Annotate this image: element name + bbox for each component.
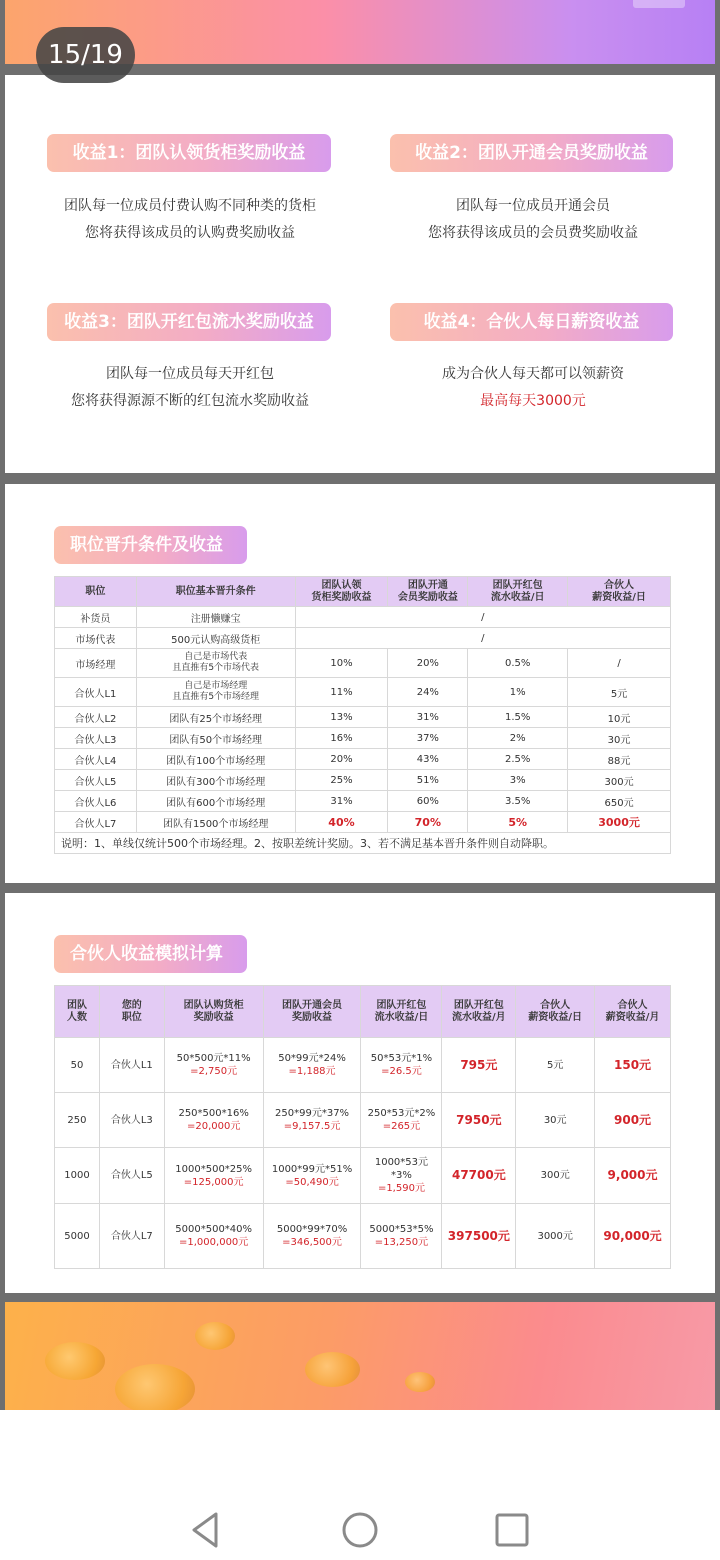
- benefit-2-title: 收益2：团队开通会员奖励收益: [390, 134, 673, 172]
- header-cell: 团队开红包 流水收益/月: [442, 986, 516, 1038]
- header-cell: 团队开红包 流水收益/日: [361, 986, 442, 1038]
- coin-decoration: [195, 1322, 235, 1350]
- benefit-4-description: 成为合伙人每天都可以领薪资 最高每天3000元: [368, 361, 698, 415]
- table-row: 合伙人L4 团队有100个市场经理 20% 43% 2.5% 88元: [55, 749, 671, 770]
- table-row: 合伙人L3 团队有50个市场经理 16% 37% 2% 30元: [55, 728, 671, 749]
- table-note-row: [55, 833, 671, 854]
- table-header-row: [55, 986, 671, 1038]
- coin-decoration: [405, 1372, 435, 1392]
- simulation-card: [5, 893, 715, 1293]
- table-row: 250 合伙人L3 250*500*16% =20,000元 250*99元*37% =9,157.5元 250*53元*2% =265元 7950元 30元 900元: [55, 1093, 671, 1148]
- benefit-2-description: 团队每一位成员开通会员 您将获得该成员的会员费奖励收益: [428, 198, 638, 241]
- table-row: 50 合伙人L1 50*500元*11% =2,750元 50*99元*24% =1,188元 50*53元*1% =26.5元 795元 5元 150元: [55, 1038, 671, 1093]
- header-cell: 团队开通会员 奖励收益: [263, 986, 361, 1038]
- header-cell: 职位: [55, 577, 137, 607]
- bottom-banner-image: [5, 1302, 715, 1410]
- table-row: 合伙人L7 团队有1500个市场经理 40% 70% 5% 3000元: [55, 812, 671, 833]
- header-cell: 团队开红包 流水收益/日: [468, 577, 568, 607]
- header-cell: 您的 职位: [99, 986, 164, 1038]
- recent-apps-icon[interactable]: [492, 1510, 532, 1550]
- simulation-section-title: 合伙人收益模拟计算: [54, 935, 247, 973]
- promotion-section-title: 职位晋升条件及收益: [54, 526, 247, 564]
- promotion-card: [5, 484, 715, 883]
- header-cell: 团队认购货柜 奖励收益: [164, 986, 263, 1038]
- table-row: 合伙人L1 自己是市场经理 且直推有5个市场经理 11% 24% 1% 5元: [55, 678, 671, 707]
- table-header-row: [55, 577, 671, 607]
- benefit-1-title: 收益1：团队认领货柜奖励收益: [47, 134, 331, 172]
- simulation-table: [54, 985, 671, 1269]
- header-cell: 合伙人 薪资收益/日: [516, 986, 595, 1038]
- system-navigation-bar: [0, 1410, 720, 1560]
- benefit-3-title: 收益3：团队开红包流水奖励收益: [47, 303, 331, 341]
- max-daily-salary: 最高每天3000元: [480, 393, 586, 409]
- benefit-4-title: 收益4：合伙人每日薪资收益: [390, 303, 673, 341]
- header-cell: 团队认领 货柜奖励收益: [295, 577, 388, 607]
- table-row: 补货员 注册懒赚宝 /: [55, 607, 671, 628]
- header-cell: 合伙人 薪资收益/月: [595, 986, 671, 1038]
- benefits-card: [5, 75, 715, 473]
- table-row: 合伙人L5 团队有300个市场经理 25% 51% 3% 300元: [55, 770, 671, 791]
- table-row: 市场代表 500元认购高级货柜 /: [55, 628, 671, 649]
- banner-decoration: [633, 0, 685, 8]
- header-cell: 团队 人数: [55, 986, 100, 1038]
- coin-decoration: [45, 1342, 105, 1380]
- image-page-counter: 15/19: [36, 27, 135, 83]
- table-row: 市场经理 自己是市场代表 且直推有5个市场代表 10% 20% 0.5% /: [55, 649, 671, 678]
- table-row: 合伙人L6 团队有600个市场经理 31% 60% 3.5% 650元: [55, 791, 671, 812]
- benefit-1-description: 团队每一位成员付费认购不同种类的货柜 您将获得该成员的认购费奖励收益: [64, 198, 316, 241]
- header-cell: 团队开通 会员奖励收益: [388, 577, 468, 607]
- table-row: 5000 合伙人L7 5000*500*40% =1,000,000元 5000*99*70% =346,500元 5000*53*5% =13,250元 397500元 3000元 90,000元: [55, 1204, 671, 1269]
- table-note: 说明：1、单线仅统计500个市场经理。2、按职差统计奖励。3、若不满足基本晋升条件则自动降职。: [55, 833, 671, 854]
- table-row: 1000 合伙人L5 1000*500*25% =125,000元 1000*99元*51% =50,490元 1000*53元 *3% =1,590元 47700元 300元 9,000元: [55, 1148, 671, 1204]
- promotion-table: [54, 576, 671, 854]
- header-cell: 合伙人 薪资收益/日: [568, 577, 671, 607]
- benefit-3-description: 团队每一位成员每天开红包 您将获得源源不断的红包流水奖励收益: [71, 366, 309, 409]
- home-icon[interactable]: [340, 1510, 380, 1550]
- back-icon[interactable]: [186, 1510, 226, 1550]
- table-row: 合伙人L2 团队有25个市场经理 13% 31% 1.5% 10元: [55, 707, 671, 728]
- coin-decoration: [305, 1352, 360, 1387]
- header-cell: 职位基本晋升条件: [136, 577, 295, 607]
- coin-decoration: [115, 1364, 195, 1410]
